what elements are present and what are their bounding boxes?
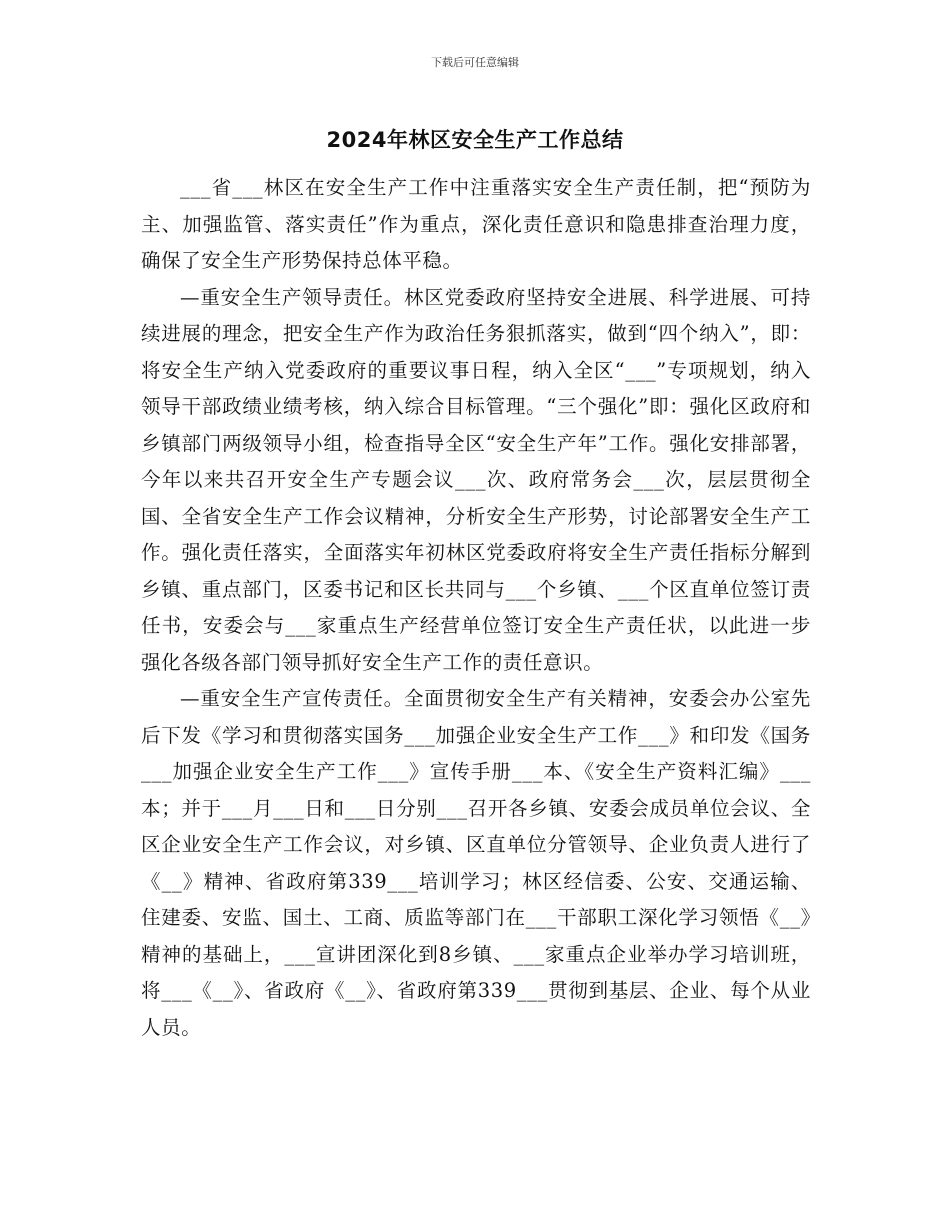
document-title: 2024年林区安全生产工作总结	[326, 128, 624, 152]
document-body	[141, 170, 811, 1046]
paragraph-leadership-responsibility: —重安全生产领导责任。林区党委政府坚持安全进展、科学进展、可持续进展的理念，把安全生产作为政治任务狠抓落实，做到“四个纳入”，即：将安全生产纳入党委政府的重要议事日程，纳入全区“___”专项规划，纳入领导干部政绩业绩考核，纳入综合目标管理。“三个强化”即：强化区政府和乡镇部门两级领导小组，检查指导全区“安全生产年”工作。强化安排部署，今年以来共召开安全生产专题会议___次、政府常务会___次，层层贯彻全国、全省安全生产工作会议精神，分析安全生产形势，讨论部署安全生产工作。强化责任落实，全面落实年初林区党委政府将安全生产责任指标分解到乡镇、重点部门，区委书记和区长共同与___个乡镇、___个区直单位签订责任书，安委会与___家重点生产经营单位签订安全生产责任状，以此进一步强化各级各部门领导抓好安全生产工作的责任意识。	[141, 285, 811, 674]
paragraph-publicity-responsibility: —重安全生产宣传责任。全面贯彻安全生产有关精神，安委会办公室先后下发《学习和贯彻落实国务___加强企业安全生产工作___》和印发《国务___加强企业安全生产工作___》宣传手册___本、《安全生产资料汇编》___本；并于___月___日和___日分别___召开各乡镇、安委会成员单位会议、全区企业安全生产工作会议，对乡镇、区直单位分管领导、企业负责人进行了《__》精神、省政府第339___培训学习；林区经信委、公安、交通运输、住建委、安监、国土、工商、质监等部门在___干部职工深化学习领悟《__》精神的基础上，___宣讲团深化到8乡镇、___家重点企业举办学习培训班，将___《__》、省政府《__》、省政府第339___贯彻到基层、企业、每个从业人员。	[141, 687, 811, 1039]
header-note: 下载后可任意编辑	[431, 56, 519, 69]
paragraph-intro: ___省___林区在安全生产工作中注重落实安全生产责任制，把“预防为主、加强监管、落实责任”作为重点，深化责任意识和隐患排查治理力度，确保了安全生产形势保持总体平稳。	[141, 176, 811, 272]
